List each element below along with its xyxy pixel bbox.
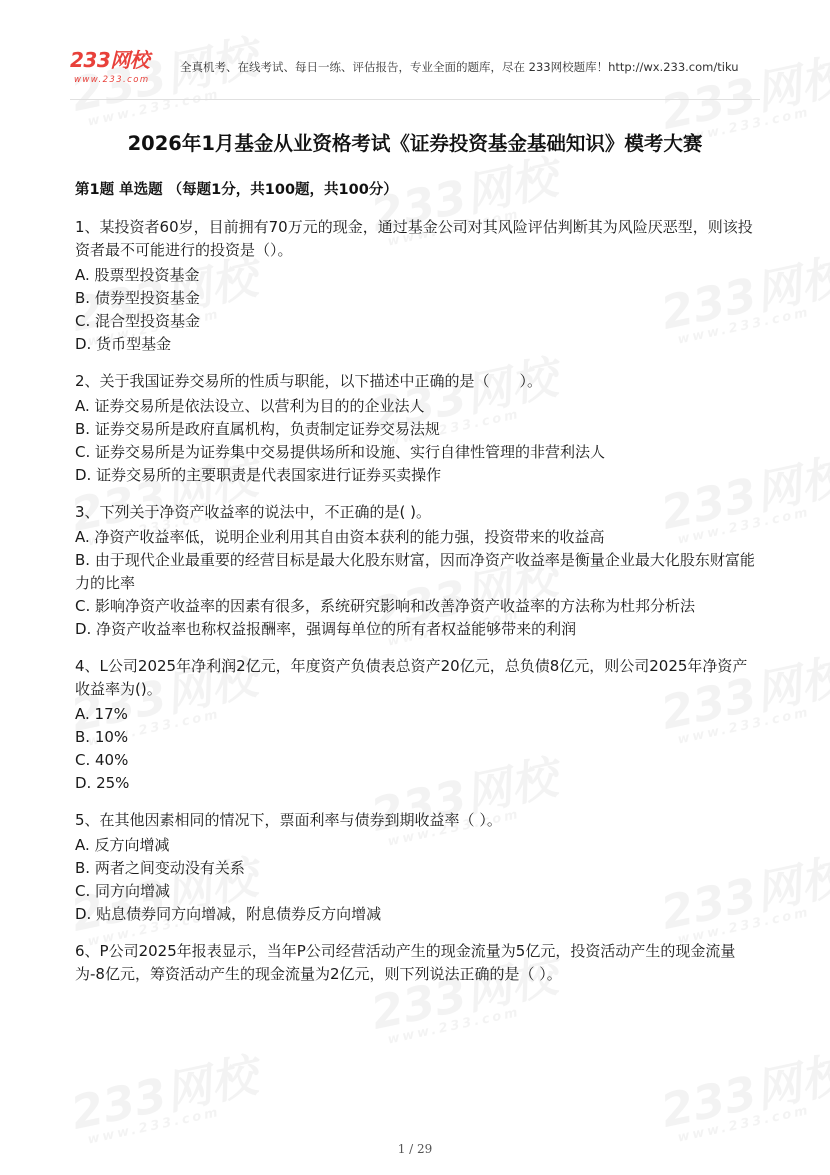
- answer-option: D. 证券交易所的主要职责是代表国家进行证券买卖操作: [75, 466, 442, 484]
- answer-option: C. 40%: [75, 751, 129, 769]
- answer-option: B. 由于现代企业最重要的经营目标是最大化股东财富，因而净资产收益率是衡量企业最大化股东财富能力的比率: [75, 551, 755, 592]
- page-header: [70, 48, 760, 88]
- answer-option: A. 反方向增减: [75, 836, 170, 854]
- logo-subtext: www.233.com: [74, 75, 150, 85]
- question-stem: 1、某投资者60岁，目前拥有70万元的现金，通过基金公司对其风险评估判断其为风险厌恶型，则该投资者最不可能进行的投资是（）。: [75, 218, 753, 259]
- answer-option: D. 贴息债券同方向增减，附息债券反方向增减: [75, 905, 382, 923]
- question-item: [75, 370, 755, 487]
- answer-option: C. 同方向增减: [75, 882, 171, 900]
- question-item: [75, 216, 755, 356]
- answer-option: C. 证券交易所是为证券集中交易提供场所和设施、实行自律性管理的非营利法人: [75, 443, 606, 461]
- answer-option: C. 混合型投资基金: [75, 312, 201, 330]
- answer-option: B. 两者之间变动没有关系: [75, 859, 245, 877]
- answer-option: D. 货币型基金: [75, 335, 172, 353]
- question-stem: 3、下列关于净资产收益率的说法中，不正确的是( )。: [75, 503, 432, 521]
- header-slogan: 全真机考、在线考试、每日一练、评估报告，专业全面的题库，尽在 233网校题库！http://wx.233.com/tiku: [180, 60, 739, 74]
- question-stem: 5、在其他因素相同的情况下，票面利率与债券到期收益率（ ）。: [75, 811, 502, 829]
- question-item: [75, 501, 755, 641]
- answer-option: D. 25%: [75, 774, 130, 792]
- question-stem: 4、L公司2025年净利润2亿元，年度资产负债表总资产20亿元，总负债8亿元，则公司2025年净资产收益率为()。: [75, 657, 748, 698]
- logo-text: 233网校: [70, 48, 150, 72]
- answer-option: A. 证券交易所是依法设立、以营利为目的的企业法人: [75, 397, 425, 415]
- question-item: [75, 940, 755, 986]
- answer-option: B. 证券交易所是政府直属机构，负责制定证券交易法规: [75, 420, 440, 438]
- brand-logo: [70, 50, 170, 90]
- watermark-logo: [654, 1037, 830, 1147]
- question-item: [75, 655, 755, 795]
- answer-option: A. 净资产收益率低，说明企业利用其自由资本获利的能力强，投资带来的收益高: [75, 528, 605, 546]
- page-title: 2026年1月基金从业资格考试《证券投资基金基础知识》模考大赛: [127, 132, 703, 155]
- answer-option: C. 影响净资产收益率的因素有很多，系统研究影响和改善净资产收益率的方法称为杜邦分析法: [75, 597, 696, 615]
- section-heading: 第1题 单选题 （每题1分，共100题，共100分）: [75, 182, 398, 198]
- answer-option: D. 净资产收益率也称权益报酬率，强调每单位的所有者权益能够带来的利润: [75, 620, 577, 638]
- question-item: [75, 809, 755, 926]
- answer-option: B. 10%: [75, 728, 129, 746]
- watermark-logo: [64, 1039, 263, 1149]
- question-list: [75, 216, 755, 1000]
- page-indicator: 1 / 29: [397, 1142, 433, 1156]
- answer-option: A. 股票型投资基金: [75, 266, 200, 284]
- question-stem: 2、关于我国证券交易所的性质与职能，以下描述中正确的是（ ）。: [75, 372, 543, 390]
- header-divider: [70, 99, 760, 100]
- answer-option: A. 17%: [75, 705, 128, 723]
- answer-option: B. 债券型投资基金: [75, 289, 200, 307]
- question-stem: 6、P公司2025年报表显示，当年P公司经营活动产生的现金流量为5亿元，投资活动产生的现金流量为-8亿元，筹资活动产生的现金流量为2亿元，则下列说法正确的是（ ）。: [75, 942, 736, 983]
